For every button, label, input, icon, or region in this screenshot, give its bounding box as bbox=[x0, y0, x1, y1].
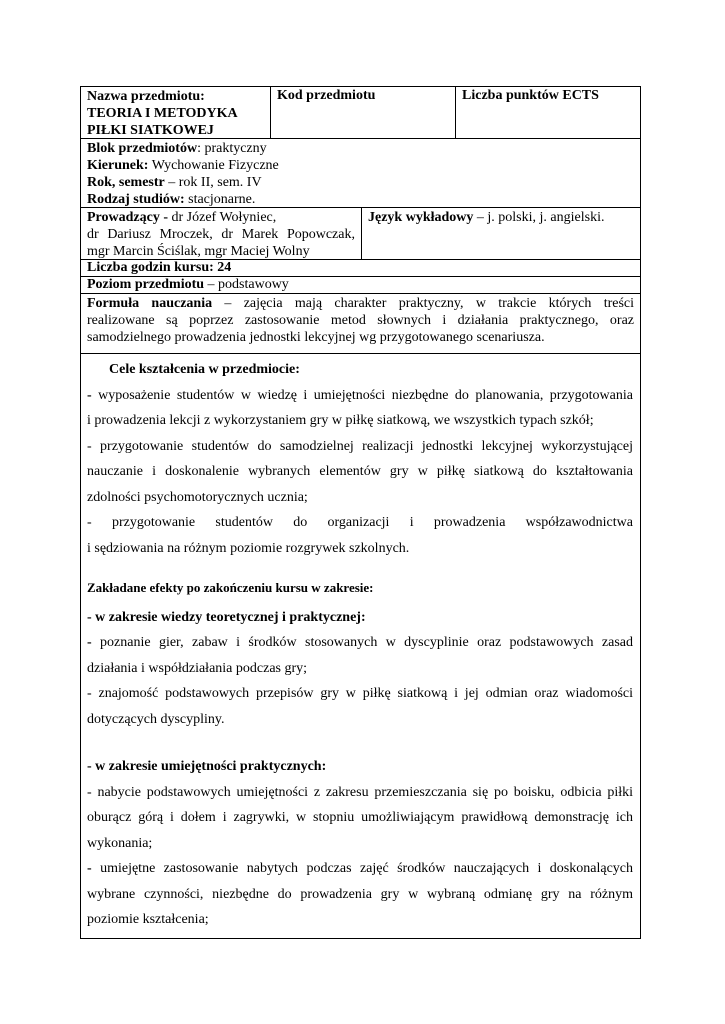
effects-title: Zakładane efekty po zakończeniu kursu w zakresie: bbox=[87, 580, 374, 595]
goal-2-line-3: zdolności psychomotorycznych ucznia; bbox=[87, 489, 308, 505]
level-label: Poziom przedmiotu bbox=[87, 277, 205, 292]
goal-2-line-2: nauczanie i doskonalenie wybranych elementów gry w piłkę siatkową do kształtowania bbox=[87, 464, 633, 479]
course-name-cell bbox=[81, 87, 271, 138]
knowledge-title: - w zakresie wiedzy teoretycznej i praktycznej: bbox=[87, 609, 366, 625]
teachers-line-2: dr Dariusz Mroczek, dr Marek Popowczak, bbox=[87, 227, 355, 242]
year-label: Rok, semestr bbox=[87, 175, 165, 190]
language-cell bbox=[362, 208, 640, 259]
formula-line-3: samodzielnego prowadzenia jednostki lekcyjnej wg przygotowanego scenariusza. bbox=[87, 330, 545, 345]
teachers-line-1: dr Józef Wołyniec, bbox=[168, 210, 277, 225]
skill-1-line-1: - nabycie podstawowych umiejętności z zakresu przemieszczania się po boisku, odbicia piłki bbox=[87, 784, 633, 800]
teachers-label: Prowadzący - bbox=[87, 210, 168, 225]
level-row bbox=[80, 276, 641, 293]
knowledge-2-line-2: dotyczących dyscypliny. bbox=[87, 711, 225, 727]
skills-title: - w zakresie umiejętności praktycznych: bbox=[87, 759, 327, 774]
course-code-cell bbox=[271, 87, 456, 138]
goal-2-line-1: - przygotowanie studentów do samodzielnej realizacji jednostki lekcyjnej wykorzystującej bbox=[87, 438, 633, 454]
skill-1-line-2: oburącz górą i dołem i zagrywki, w stopniu umożliwiającym prawidłową demonstrację ich bbox=[87, 810, 633, 825]
course-syllabus-table bbox=[80, 86, 641, 939]
course-code-label: Kod przedmiotu bbox=[277, 88, 376, 103]
teachers-row bbox=[80, 207, 641, 259]
knowledge-1-line-2: działania i współdziałania podczas gry; bbox=[87, 660, 308, 676]
language-label: Język wykładowy bbox=[368, 210, 474, 225]
goal-1-line-1: wyposażenie studentów w wiedzę i umiejętności niezbędne do planowania, przygotowania bbox=[91, 387, 633, 403]
goal-3-line-2: i sędziowania na różnym poziomie rozgrywek szkolnych. bbox=[87, 540, 410, 556]
course-name-value-2: PIŁKI SIATKOWEJ bbox=[87, 123, 214, 138]
ects-cell bbox=[456, 87, 640, 138]
block-label: Blok przedmiotów bbox=[87, 141, 198, 156]
language-value: – j. polski, j. angielski. bbox=[473, 210, 605, 225]
skill-2-line-3: poziomie kształcenia; bbox=[87, 912, 209, 927]
formula-line-1: – zajęcia mają charakter praktyczny, w trakcie których treści bbox=[212, 296, 635, 311]
hours-label: Liczba godzin kursu: 24 bbox=[87, 260, 232, 275]
year-value: – rok II, sem. IV bbox=[164, 175, 262, 190]
goals-effects-cell: Cele kształcenia w przedmiocie: - wyposażenie studentów w wiedzę i umiejętności niezbędne do planowania, przygotowania i prowadzenia lekcji z wykorzystaniem gry w piłkę siatkową, we wszystkich typach szkół; - przygotowanie studentów do samodzielnej realizacji jednostki lekcyjnej wykorzystującej nauczanie i doskonalenie wybranych elementów gry w piłkę siatkową do kształtowania zdolności psychomotorycznych ucznia; - przygotowanie studentów do organizacji i prowadzenia współzawodnictwa i sędziowania na różnym poziomie rozgrywek szkolnych. Zakładane efekty po zakończeniu kursu w zakresie: - w zakresie wiedzy teoretycznej i praktycznej: - poznanie gier, zabaw i środków stosowanych w dyscyplinie oraz podstawowych zasad działania i współdziałania podczas gry; - znajomość podstawowych przepisów gry w piłkę siatkową i jej odmian oraz wiadomości dotyczących dyscypliny. - w zakresie umiejętności praktycznych: - nabycie podstawowych umiejętności z zakresu przemieszczania się po boisku, odbicia piłki oburącz górą i dołem i zagrywki, w stopniu umożliwiającym prawidłową demonstrację ich wykonania; - umiejętne zastosowanie nabytych podczas zajęć środków nauczających i doskonalących wybrane czynności, niezbędne do prowadzenia gry w wybraną odmianę gry na różnym poziomie kształcenia; bbox=[80, 353, 641, 939]
study-type-label: Rodzaj studiów: bbox=[87, 192, 185, 207]
goal-3-line-1: - przygotowanie studentów do organizacji i prowadzenia współzawodnictwa bbox=[87, 515, 633, 530]
skill-1-line-3: wykonania; bbox=[87, 835, 153, 851]
formula-row bbox=[80, 293, 641, 353]
knowledge-2-line-1: - znajomość podstawowych przepisów gry w piłkę siatkową i jej odmian oraz wiadomości bbox=[87, 686, 633, 701]
block-value: : praktyczny bbox=[197, 141, 267, 156]
teachers-line-3: mgr Marcin Ściślak, mgr Maciej Wolny bbox=[87, 244, 310, 259]
course-name-label: Nazwa przedmiotu: bbox=[87, 89, 205, 104]
info-row bbox=[80, 138, 641, 207]
goals-title: Cele kształcenia w przedmiocie: bbox=[109, 362, 300, 377]
level-value: – podstawowy bbox=[204, 277, 289, 292]
course-name-value-1: TEORIA I METODYKA bbox=[87, 106, 238, 121]
skill-2-line-2: wybrane czynności, niezbędne do prowadzenia gry w wybraną odmianę gry na różnym bbox=[87, 886, 633, 902]
skill-2-line-1: umiejętne zastosowanie nabytych podczas zajęć środków nauczających i doskonalących bbox=[91, 861, 633, 876]
hours-row bbox=[80, 259, 641, 276]
direction-label: Kierunek: bbox=[87, 158, 149, 173]
study-type-value: stacjonarne. bbox=[184, 192, 256, 207]
header-row bbox=[80, 86, 641, 138]
teachers-cell bbox=[81, 208, 362, 259]
knowledge-1-line-1: poznanie gier, zabaw i środków stosowanych w dyscyplinie oraz podstawowych zasad bbox=[91, 635, 633, 650]
ects-label: Liczba punktów ECTS bbox=[462, 88, 599, 103]
formula-label: Formuła nauczania bbox=[87, 296, 213, 311]
formula-line-2: realizowane są poprzez zastosowanie metod słownych i działania praktycznego, oraz bbox=[87, 313, 634, 328]
goal-1-line-2: i prowadzenia lekcji z wykorzystaniem gry w piłkę siatkową, we wszystkich typach szkół; bbox=[87, 413, 594, 428]
direction-value: Wychowanie Fizyczne bbox=[148, 158, 279, 173]
